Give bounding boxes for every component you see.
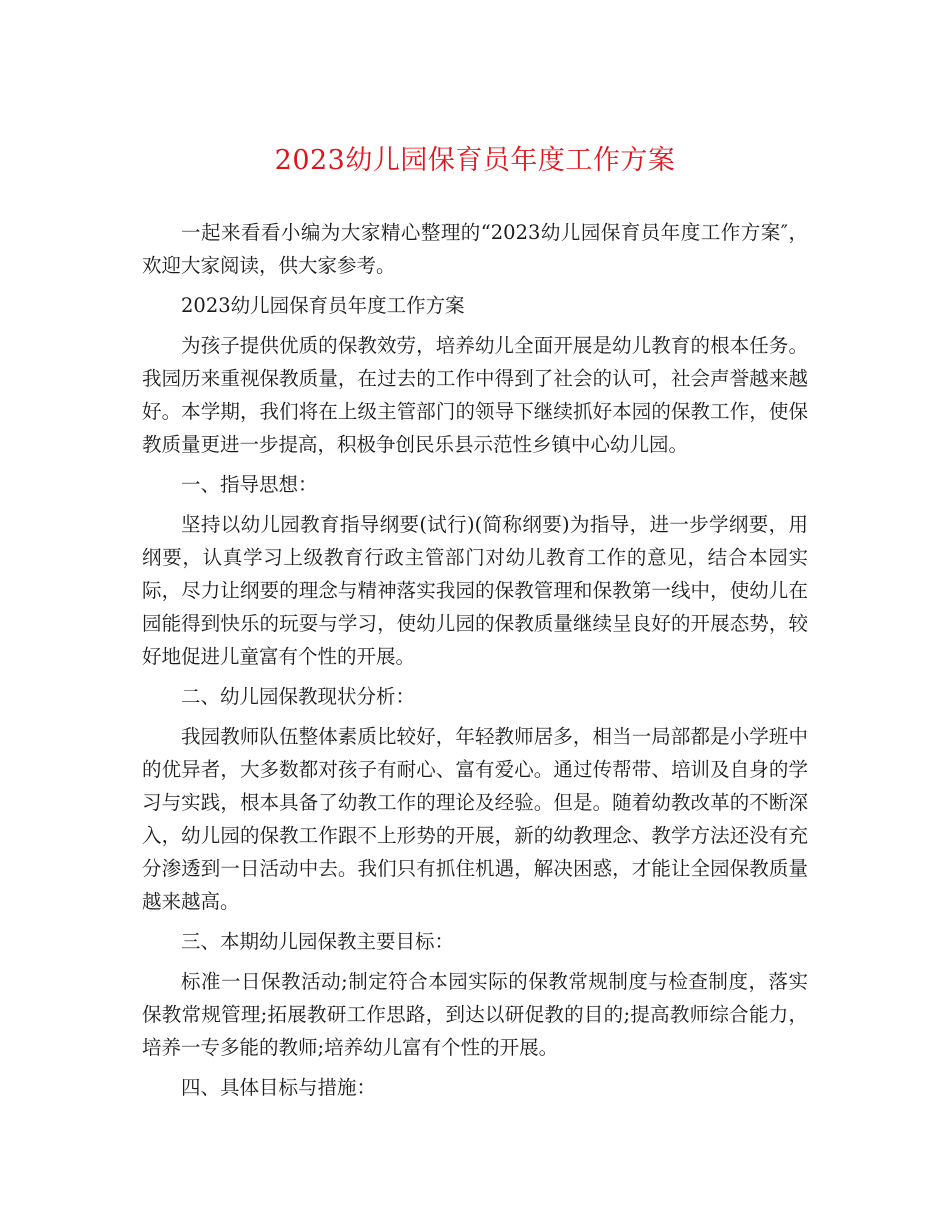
intro-paragraph: 一起来看看小编为大家精心整理的“2023幼儿园保育员年度工作方案″，欢迎大家阅读，供大家参考。 — [142, 221, 808, 277]
subtitle-paragraph: 2023幼儿园保育员年度工作方案 — [181, 294, 465, 317]
section-heading-specific-measures: 四、具体目标与措施： — [181, 1076, 377, 1099]
document-title: 2023幼儿园保育员年度工作方案 — [274, 145, 676, 176]
section-heading-status-analysis: 二、幼儿园保教现状分析： — [181, 685, 416, 708]
overview-paragraph: 为孩子提供优质的保教效劳，培养幼儿全面开展是幼儿教育的根本任务。我园历来重视保教质量，在过去的工作中得到了社会的认可，社会声誉越来越好。本学期，我们将在上级主管部门的领导下继续抓好本园的保教工作，使保教质量更进一步提高，积极争创民乐县示范性乡镇中心幼儿园。 — [142, 334, 808, 456]
section-heading-guiding-ideology: 一、指导思想： — [181, 473, 318, 496]
guiding-ideology-paragraph: 坚持以幼儿园教育指导纲要(试行)(简称纲要)为指导，进一步学纲要，用纲要，认真学习上级教育行政主管部门对幼儿教育工作的意见，结合本园实际，尽力让纲要的理念与精神落实我园的保教管理和保教第一线中，使幼儿在园能得到快乐的玩耍与学习，使幼儿园的保教质量继续呈良好的开展态势，较好地促进儿童富有个性的开展。 — [142, 513, 808, 668]
document-body — [142, 216, 808, 1111]
status-analysis-paragraph: 我园教师队伍整体素质比较好，年轻教师居多，相当一局部都是小学班中的优异者，大多数都对孩子有耐心、富有爱心。通过传帮带、培训及自身的学习与实践，根本具备了幼教工作的理论及经验。但是。随着幼教改革的不断深入，幼儿园的保教工作跟不上形势的开展，新的幼教理念、教学方法还没有充分渗透到一日活动中去。我们只有抓住机遇，解决困惑，才能让全园保教质量越来越高。 — [142, 725, 808, 913]
main-goals-paragraph: 标准一日保教活动;制定符合本园实际的保教常规制度与检查制度，落实保教常规管理;拓展教研工作思路，到达以研促教的目的;提高教师综合能力，培养一专多能的教师;培养幼儿富有个性的开展。 — [142, 970, 808, 1059]
section-heading-main-goals: 三、本期幼儿园保教主要目标： — [181, 930, 455, 953]
